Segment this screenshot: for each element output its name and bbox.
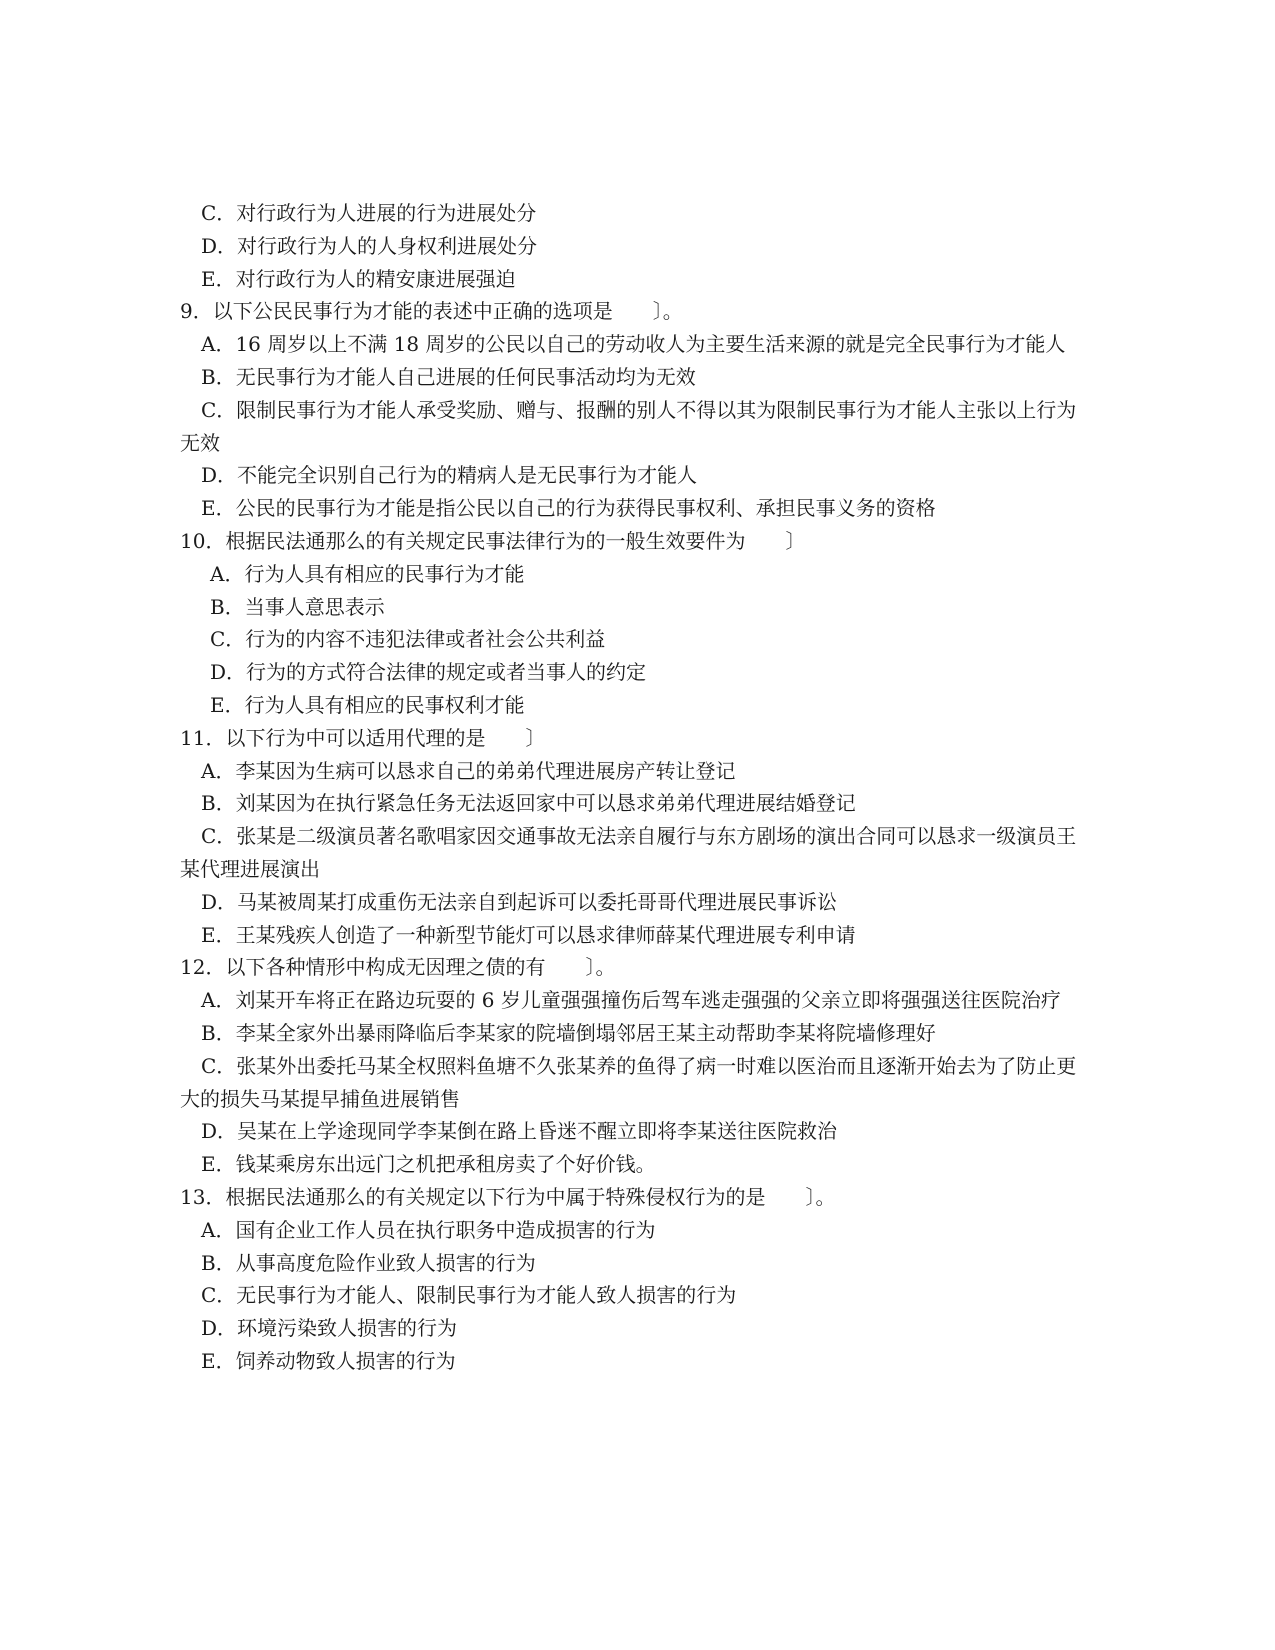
option-line: A．国有企业工作人员在执行职务中造成损害的行为 (201, 1217, 656, 1242)
option-line: D．吴某在上学途现同学李某倒在路上昏迷不醒立即将李某送往医院救治 (201, 1119, 838, 1144)
option-line: B．无民事行为才能人自己进展的任何民事活动均为无效 (201, 364, 696, 389)
question-line: 10．根据民法通那么的有关规定民事法律行为的一般生效要件为 〕 (180, 528, 806, 553)
option-line: D．行为的方式符合法律的规定或者当事人的约定 (210, 660, 647, 685)
option-line-wrapped: A．刘某开车将正在路边玩耍的 6 岁儿童强强撞伤后驾车逃走强强的父亲立即将强强送往医院治疗 (201, 988, 1061, 1013)
question-line: 9．以下公民民事行为才能的表述中正确的选项是 〕。 (180, 299, 683, 324)
option-line-wrapped: A．16 周岁以上不满 18 周岁的公民以自己的劳动收人为主要生活来源的就是完全民事行为才能人 (201, 332, 1066, 357)
question-line: 13．根据民法通那么的有关规定以下行为中属于特殊侵权行为的是 〕。 (180, 1184, 836, 1209)
question-list (180, 197, 1080, 1378)
option-line: B．从事高度危险作业致人损害的行为 (201, 1250, 536, 1275)
option-line-wrapped: C．限制民事行为才能人承受奖励、赠与、报酬的别人不得以其为限制民事行为才能人主张以上行为无效 (180, 397, 1077, 455)
option-line: B．刘某因为在执行紧急任务无法返回家中可以恳求弟弟代理进展结婚登记 (201, 791, 856, 816)
option-line: A．行为人具有相应的民事行为才能 (210, 561, 525, 586)
option-line: D．对行政行为人的人身权利进展处分 (201, 233, 538, 258)
option-line: A．李某因为生病可以恳求自己的弟弟代理进展房产转让登记 (201, 758, 736, 783)
option-line: E．王某残疾人创造了一种新型节能灯可以恳求律师薛某代理进展专利申请 (201, 922, 856, 947)
question-line: 11．以下行为中可以适用代理的是 〕 (180, 725, 546, 750)
option-line: E．公民的民事行为才能是指公民以自己的行为获得民事权利、承担民事义务的资格 (201, 496, 936, 521)
option-line: B．当事人意思表示 (210, 594, 385, 619)
option-line-wrapped: C．张某外出委托马某全权照料鱼塘不久张某养的鱼得了病一时难以医治而且逐渐开始去为了防止更大的损失马某提早捕鱼进展销售 (180, 1053, 1077, 1111)
option-line: D．马某被周某打成重伤无法亲自到起诉可以委托哥哥代理进展民事诉讼 (201, 889, 838, 914)
option-line: E．钱某乘房东出远门之机把承租房卖了个好价钱。 (201, 1152, 656, 1177)
option-line: D．环境污染致人损害的行为 (201, 1316, 458, 1341)
option-line: E．饲养动物致人损害的行为 (201, 1348, 456, 1373)
option-line: C．行为的内容不违犯法律或者社会公共利益 (210, 627, 606, 652)
option-line-wrapped: C．张某是二级演员著名歌唱家因交通事故无法亲自履行与东方剧场的演出合同可以恳求一级演员王某代理进展演出 (180, 824, 1077, 881)
option-line: E．行为人具有相应的民事权利才能 (210, 692, 525, 717)
option-line: D．不能完全识别自己行为的精病人是无民事行为才能人 (201, 463, 698, 488)
option-line: E．对行政行为人的精安康进展强迫 (201, 266, 516, 291)
option-line: C．无民事行为才能人、限制民事行为才能人致人损害的行为 (201, 1283, 737, 1308)
question-line: 12．以下各种情形中构成无因理之债的有 〕。 (180, 955, 616, 980)
option-line: B．李某全家外出暴雨降临后李某家的院墙倒塌邻居王某主动帮助李某将院墙修理好 (201, 1020, 936, 1045)
option-line: C．对行政行为人进展的行为进展处分 (201, 201, 537, 225)
